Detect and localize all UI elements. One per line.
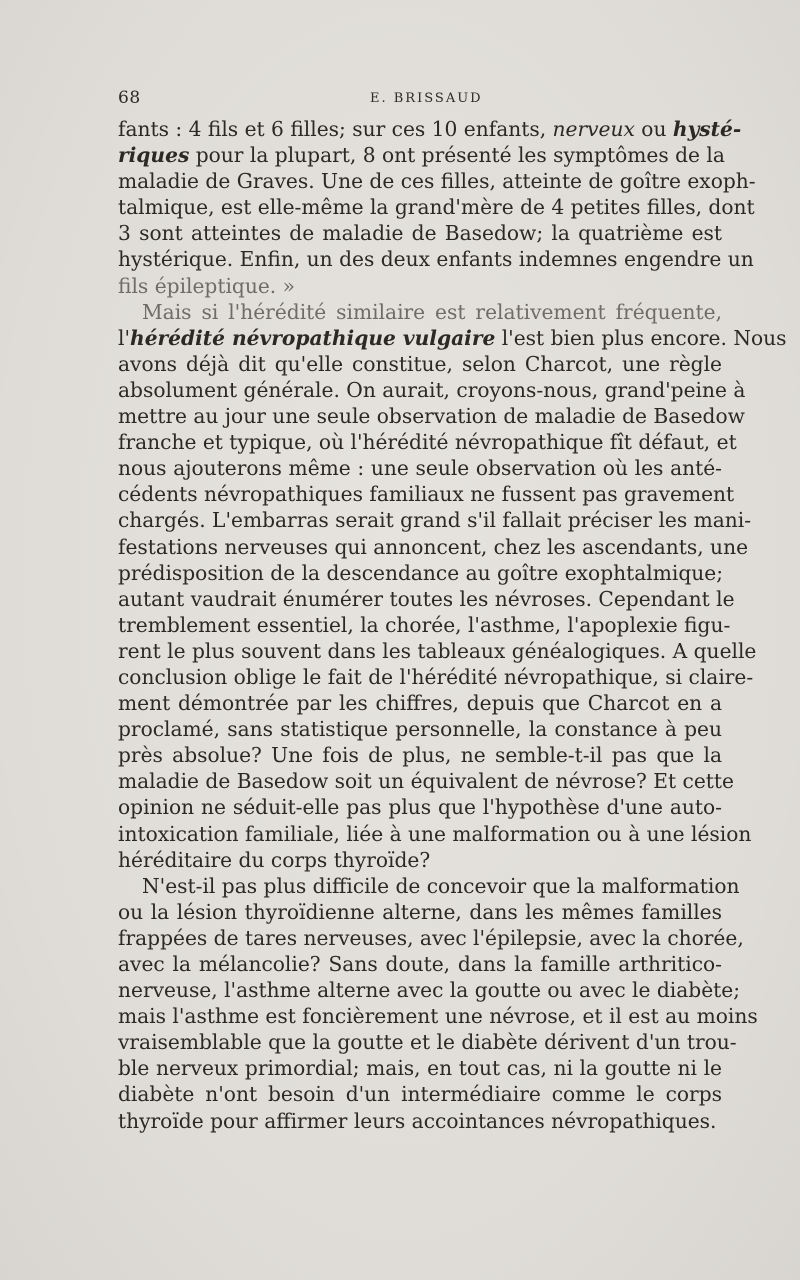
text-line-18: prédisposition de la descendance au goître exophtalmique;	[118, 560, 724, 585]
text-line-36: vraisemblable que la goutte et le diabète dérivent d'un trou-	[118, 1030, 737, 1055]
text-line-28: intoxication familiale, liée à une malformation ou à une lésion	[118, 821, 752, 846]
text-line-1: fants : 4 fils et 6 filles; sur ces 10 enfants, nerveux ou hysté-	[118, 117, 742, 141]
text-line-20: tremblement essentiel, la chorée, l'asthme, l'apoplexie figu-	[118, 612, 731, 637]
text-line-21: rent le plus souvent dans les tableaux généalogiques. A quelle	[118, 638, 757, 663]
text-line-35: mais l'asthme est foncièrement une névrose, et il est au moins	[118, 1004, 758, 1029]
page-number: 68	[118, 88, 141, 108]
text-line-3: maladie de Graves. Une de ces filles, atteinte de goître exoph-	[118, 169, 756, 194]
text-line-23: ment démontrée par les chiffres, depuis que Charcot en a	[118, 691, 722, 716]
text-line-12: mettre au jour une seule observation de maladie de Basedow	[118, 404, 745, 429]
text-line-15: cédents névropathiques familiaux ne fussent pas gravement	[118, 482, 735, 507]
text-line-7: fils épileptique. »	[118, 273, 295, 298]
text-line-16: chargés. L'embarras serait grand s'il fallait préciser les mani-	[118, 508, 752, 533]
text-line-9: l'hérédité névropathique vulgaire l'est bien plus encore. Nous	[118, 325, 787, 350]
text-line-22: conclusion oblige le fait de l'hérédité névropathique, si claire-	[118, 664, 754, 689]
body-text	[118, 116, 787, 1134]
text-line-19: autant vaudrait énumérer toutes les névroses. Cependant le	[118, 586, 735, 611]
text-line-11: absolument générale. On aurait, croyons-nous, grand'peine à	[118, 377, 746, 402]
text-line-38: diabète n'ont besoin d'un intermédiaire comme le corps	[118, 1082, 722, 1107]
text-line-4: talmique, est elle-même la grand'mère de 4 petites filles, dont	[118, 195, 755, 220]
text-line-27: opinion ne séduit-elle pas plus que l'hypothèse d'une auto-	[118, 795, 722, 820]
page-header	[118, 88, 722, 112]
text-line-5: 3 sont atteintes de maladie de Basedow; la quatrième est	[118, 221, 722, 246]
text-line-2: riques pour la plupart, 8 ont présenté les symptômes de la	[118, 143, 725, 168]
text-line-26: maladie de Basedow soit un équivalent de névrose? Et cette	[118, 769, 734, 794]
text-line-33: avec la mélancolie? Sans doute, dans la famille arthritico-	[118, 952, 722, 976]
text-line-6: hystérique. Enfin, un des deux enfants indemnes engendre un	[118, 247, 754, 272]
running-head: E. BRISSAUD	[370, 91, 483, 106]
text-line-39: thyroïde pour affirmer leurs accointances névropathiques.	[118, 1108, 717, 1133]
text-line-31: ou la lésion thyroïdienne alterne, dans les mêmes familles	[118, 899, 722, 924]
text-line-13: franche et typique, où l'hérédité névropathique fît défaut, et	[118, 430, 737, 455]
text-line-14: nous ajouterons même : une seule observation où les anté-	[118, 456, 722, 481]
text-line-24: proclamé, sans statistique personnelle, la constance à peu	[118, 717, 722, 742]
text-line-34: nerveuse, l'asthme alterne avec la goutte ou avec le diabète;	[118, 978, 741, 1003]
text-line-8: Mais si l'hérédité similaire est relativement fréquente,	[142, 299, 722, 324]
text-line-10: avons déjà dit qu'elle constitue, selon Charcot, une règle	[118, 351, 722, 376]
text-line-25: près absolue? Une fois de plus, ne semble-t-il pas que la	[118, 743, 722, 768]
text-line-32: frappées de tares nerveuses, avec l'épilepsie, avec la chorée,	[118, 925, 744, 950]
text-line-37: ble nerveux primordial; mais, en tout cas, ni la goutte ni le	[118, 1056, 722, 1081]
text-line-17: festations nerveuses qui annoncent, chez les ascendants, une	[118, 534, 749, 559]
text-line-30: N'est-il pas plus difficile de concevoir que la malformation	[142, 873, 740, 898]
text-line-29: héréditaire du corps thyroïde?	[118, 847, 431, 872]
